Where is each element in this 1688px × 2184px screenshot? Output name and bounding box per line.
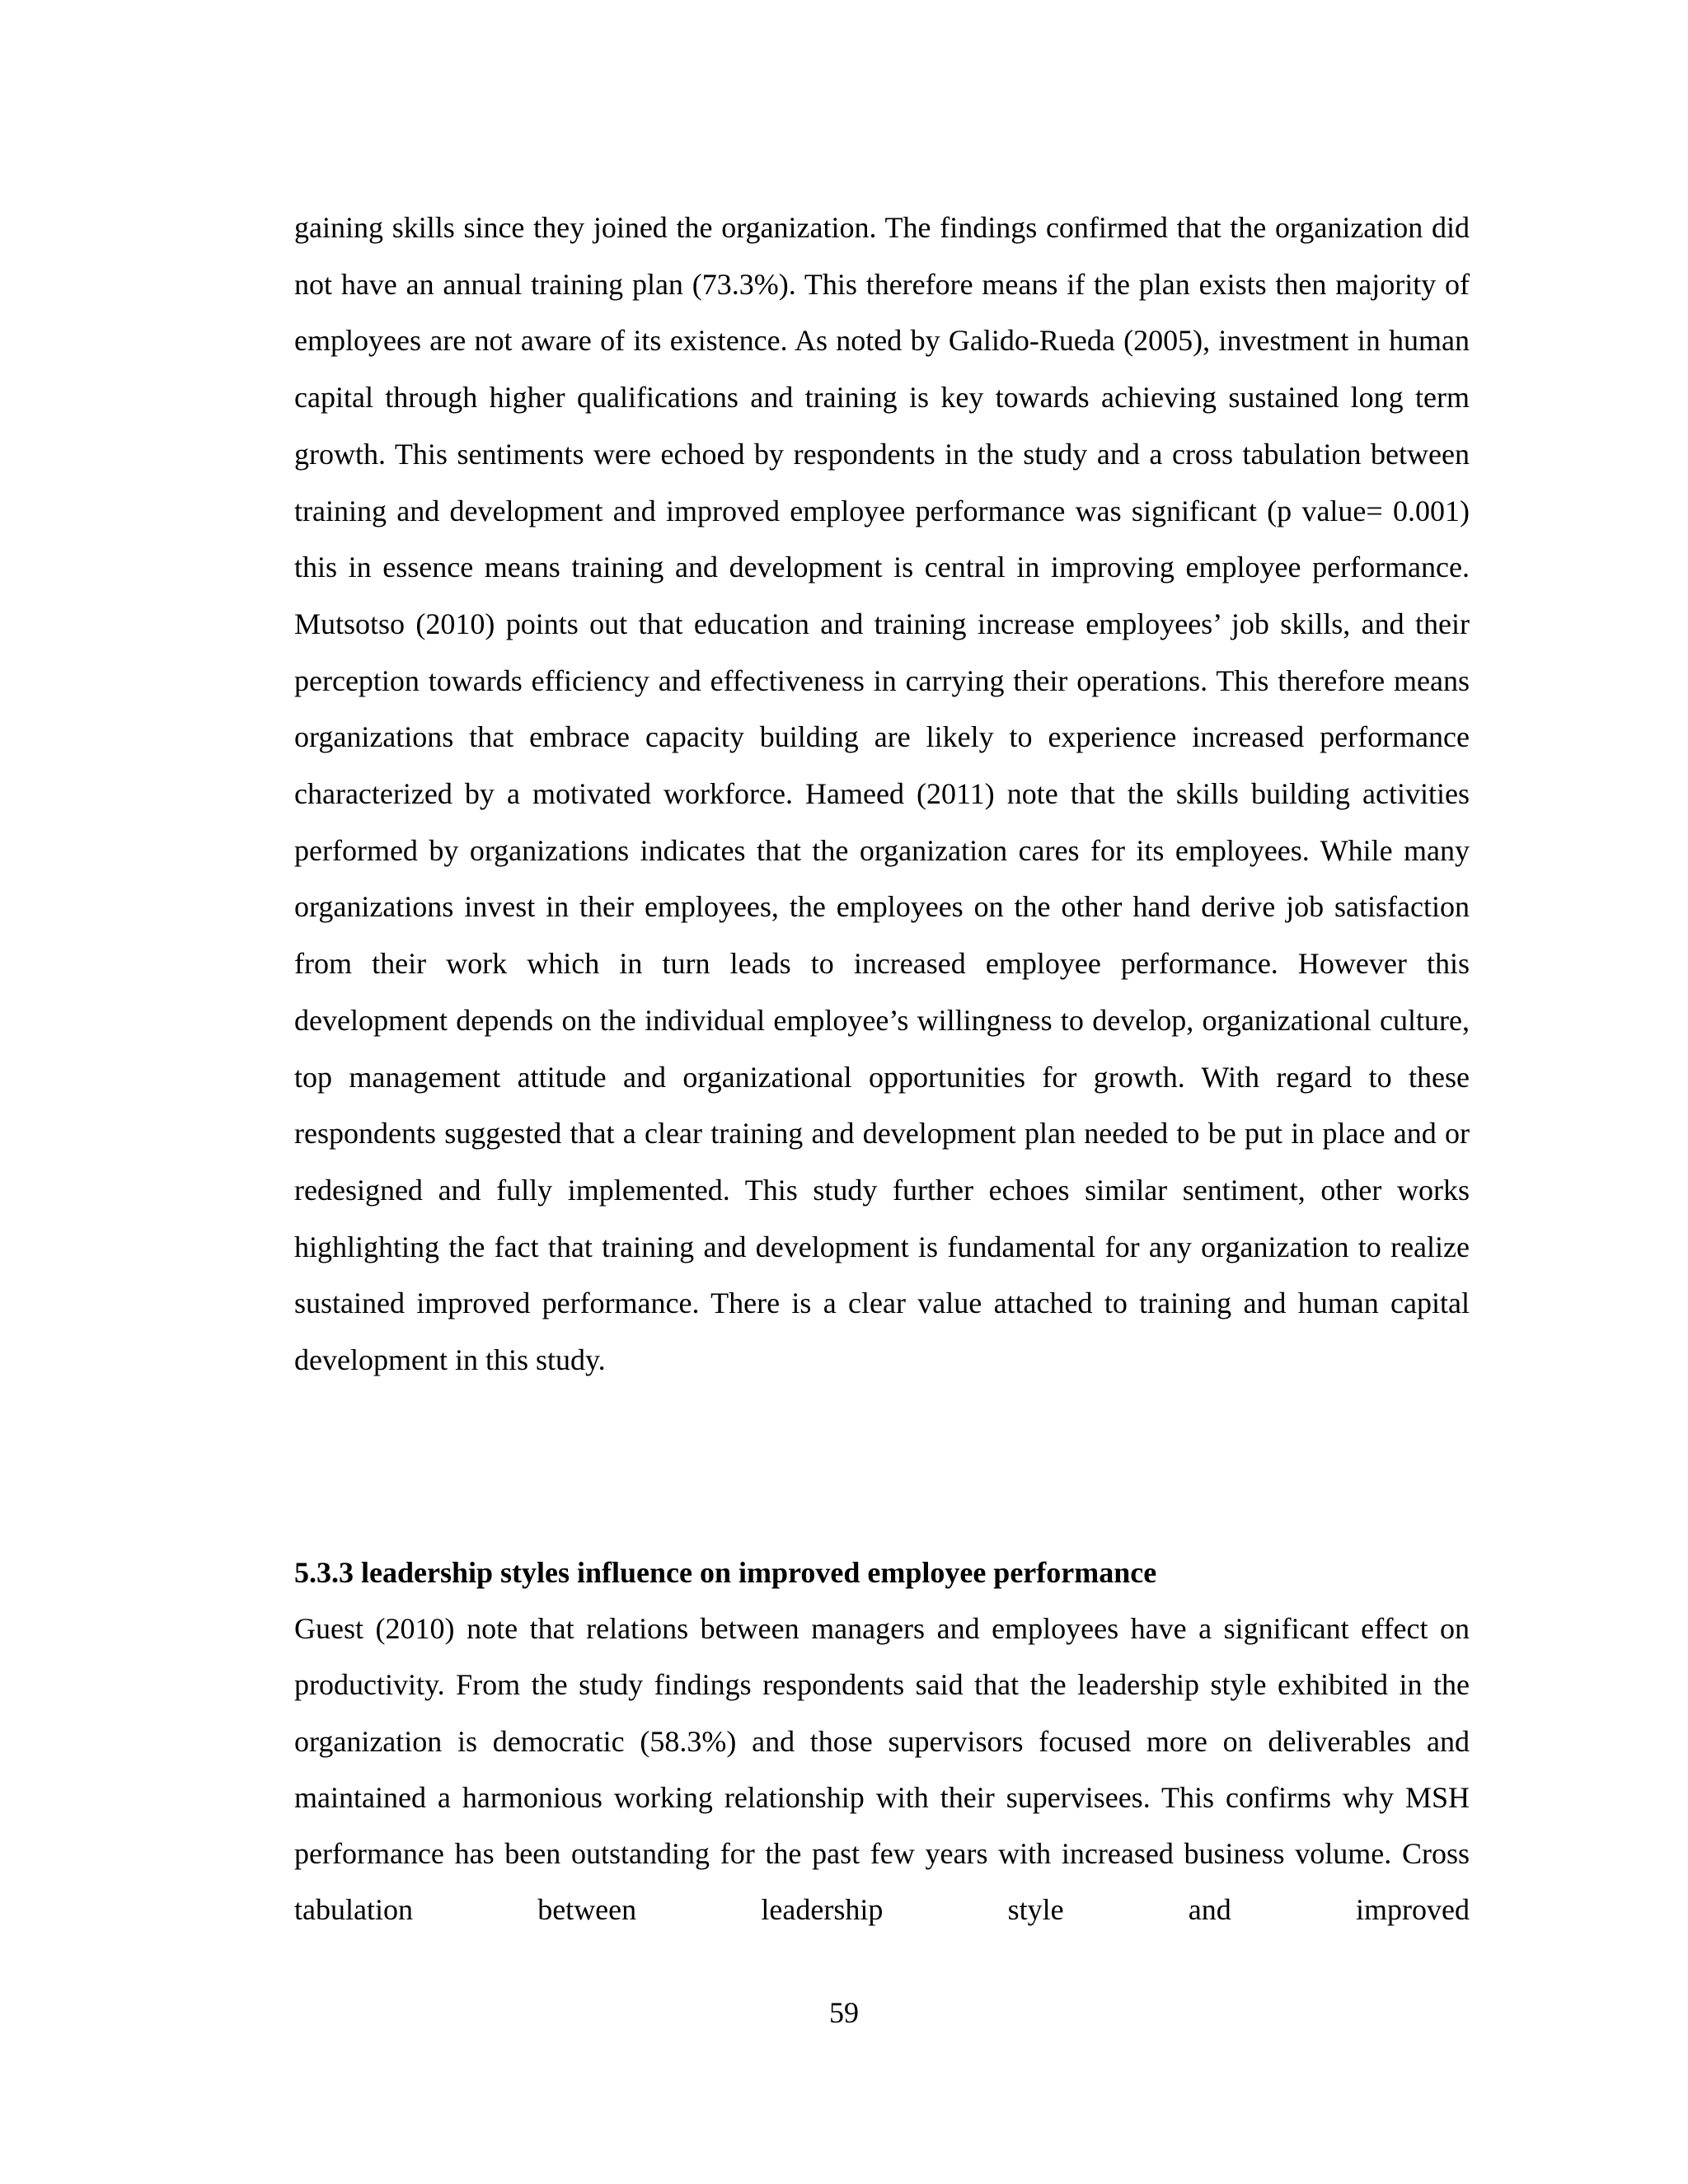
- body-paragraph-leadership: Guest (2010) note that relations between managers and employees have a significant effect on productivity. From the study findings respondents said that the leadership style exhibited in the organization is democratic (58.3%) and those supervisors focused more on deliverables and maintained a harmonious working relationship with their supervisees. This confirms why MSH performance has been outstanding for the past few years with increased business volume. Cross tabulation between leadership style and improved: [294, 1612, 1470, 1927]
- page-number: 59: [829, 1996, 859, 2029]
- section-heading: 5.3.3 leadership styles influence on improved employee performance: [294, 1556, 1157, 1589]
- body-paragraph-training: gaining skills since they joined the organization. The findings confirmed that the organization did not have an annual training plan (73.3%). This therefore means if the plan exists then majority of employees are not aware of its existence. As noted by Galido-Rueda (2005), investment in human capital through higher qualifications and training is key towards achieving sustained long term growth. This sentiments were echoed by respondents in the study and a cross tabulation between training and development and improved employee performance was significant (p value= 0.001) this in essence means training and development is central in improving employee performance. Mutsotso (2010) points out that education and training increase employees’ job skills, and their perception towards efficiency and effectiveness in carrying their operations. This therefore means organizations that embrace capacity building are likely to experience increased performance characterized by a motivated workforce. Hameed (2011) note that the skills building activities performed by organizations indicates that the organization cares for its employees. While many organizations invest in their employees, the employees on the other hand derive job satisfaction from their work which in turn leads to increased employee performance. However this development depends on the individual employee’s willingness to develop, organizational culture, top management attitude and organizational opportunities for growth. With regard to these respondents suggested that a clear training and development plan needed to be put in place and or redesigned and fully implemented. This study further echoes similar sentiment, other works highlighting the fact that training and development is fundamental for any organization to realize sustained improved performance. There is a clear value attached to training and human capital development in this study.: [294, 211, 1470, 1377]
